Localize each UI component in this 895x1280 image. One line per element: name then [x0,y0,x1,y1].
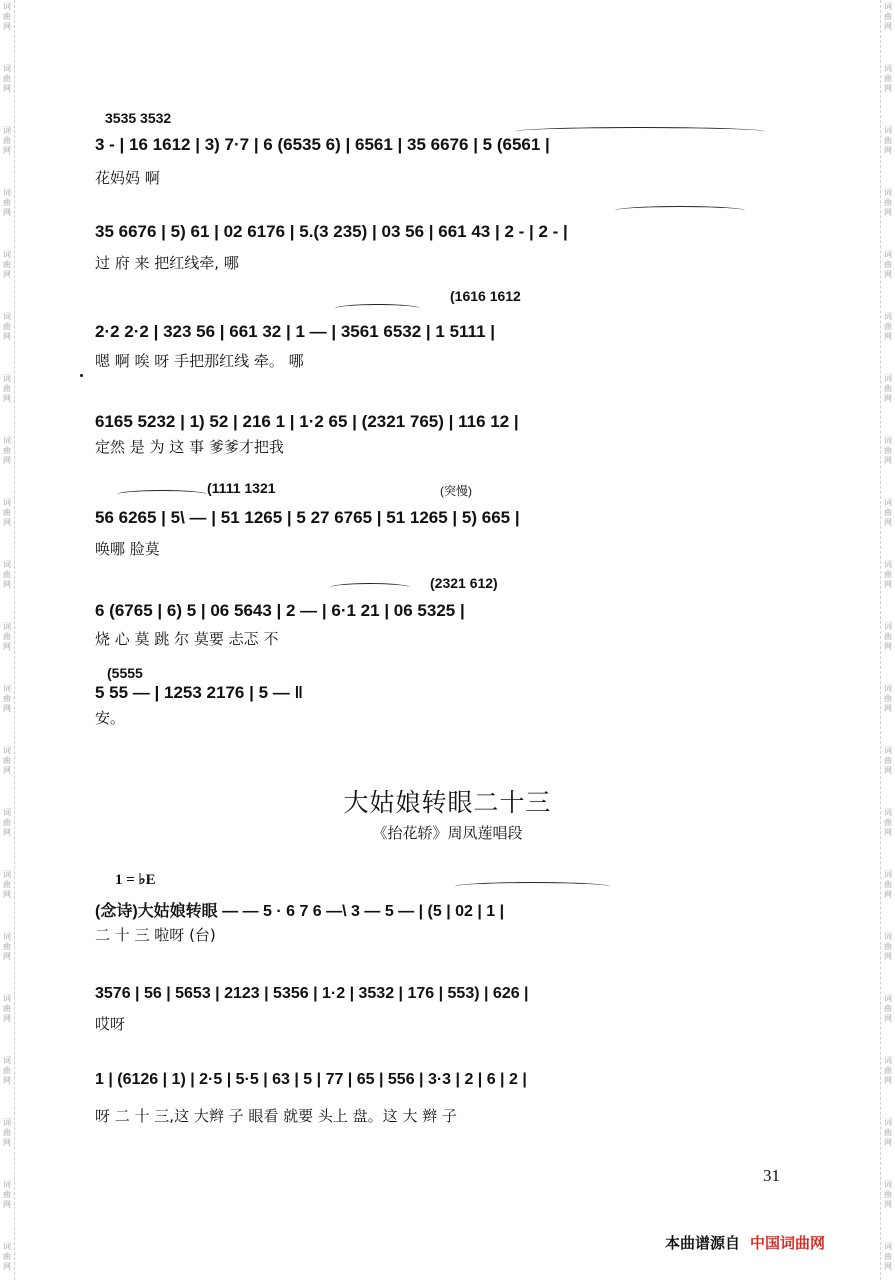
source-footer [665,1232,825,1253]
score-line-2-lyrics: 过 府 来 把红线牵, 哪 [95,254,239,272]
watermark-mark: 词曲网 [884,188,892,217]
song-line-2-notes: 3576 | 56 | 5653 | 2123 | 5356 | 1·2 | 3532 | 176 | 553) | 626 | [95,985,529,1002]
watermark-mark: 词曲网 [884,250,892,279]
watermark-mark: 词曲网 [884,312,892,341]
watermark-mark: 词曲网 [3,684,11,713]
slur [455,882,610,891]
watermark-mark: 词曲网 [3,498,11,527]
score-line-3-notes: 2·2 2·2 | 323 56 | 661 32 | 1 — | 3561 6532 | 1 5111 | [95,322,496,341]
score-line-6-above: (2321 612) [430,575,498,591]
score-line-4-notes: 6165 5232 | 1) 52 | 216 1 | 1·2 65 | (2321 765) | 116 12 | [95,412,519,431]
watermark-mark: 词曲网 [3,312,11,341]
score-line-5-tempo-mark: (突慢) [440,484,472,498]
watermark-mark: 词曲网 [3,436,11,465]
key-signature: 1 = ♭E [115,872,156,888]
score-line-4-lyrics: 定然 是 为 这 事 爹爹才把我 [95,438,284,456]
slur [515,127,765,136]
stray-dot [80,374,83,377]
score-line-7-notes: 5 55 — | 1253 2176 | 5 — ‖ [95,683,303,702]
source-label: 本曲谱源自 [665,1234,741,1252]
score-line-1-notes: 3 - | 16 1612 | 3) 7·7 | 6 (6535 6) | 6561 | 35 6676 | 5 (6561 | [95,135,550,154]
watermark-mark: 词曲网 [3,932,11,961]
score-line-6-notes: 6 (6765 | 6) 5 | 06 5643 | 2 — | 6·1 21 | 06 5325 | [95,601,465,620]
watermark-mark: 词曲网 [884,808,892,837]
watermark-mark: 词曲网 [884,126,892,155]
score-line-1-above: 3535 3532 [105,110,172,126]
score-line-5-above: (1111 1321 [207,480,276,496]
score-line-1-lyrics: 花妈妈 啊 [95,169,160,187]
watermark-mark: 词曲网 [3,1180,11,1209]
watermark-mark: 词曲网 [884,684,892,713]
watermark-mark: 词曲网 [3,746,11,775]
watermark-mark: 词曲网 [884,932,892,961]
watermark-mark: 词曲网 [3,622,11,651]
watermark-mark: 词曲网 [884,374,892,403]
watermark-mark: 词曲网 [884,746,892,775]
watermark-mark: 词曲网 [3,994,11,1023]
slur [615,206,745,215]
watermark-mark: 词曲网 [3,1056,11,1085]
watermark-mark: 词曲网 [884,64,892,93]
watermark-mark: 词曲网 [3,64,11,93]
score-line-5-lyrics: 唤哪 脸莫 [95,540,160,558]
song-line-1-notes: (念诗)大姑娘转眼 — — 5 · 6 7 6 —\ 3 — 5 — | (5 | 02 | 1 | [95,903,505,920]
watermark-mark: 词曲网 [3,250,11,279]
score-line-3-above: (1616 1612 [450,288,521,304]
watermark-mark: 词曲网 [3,126,11,155]
slur [335,304,420,313]
watermark-mark: 词曲网 [884,1118,892,1147]
watermark-mark: 词曲网 [3,1242,11,1271]
score-line-2-notes: 35 6676 | 5) 61 | 02 6176 | 5.(3 235) | 03 56 | 661 43 | 2 - | 2 - | [95,222,568,241]
watermark-mark: 词曲网 [884,1056,892,1085]
score-line-6-lyrics: 烧 心 莫 跳 尔 莫要 忐忑 不 [95,630,279,648]
watermark-mark: 词曲网 [884,2,892,31]
watermark-mark: 词曲网 [884,870,892,899]
watermark-mark: 词曲网 [884,498,892,527]
score-line-3-lyrics: 嗯 啊 唉 呀 手把那红线 牵。 哪 [95,352,304,370]
song-title: 大姑娘转眼二十三 [343,788,552,817]
slur [330,583,410,592]
watermark-mark: 词曲网 [884,622,892,651]
song-line-2-lyrics: 哎呀 [95,1015,126,1033]
watermark-mark: 词曲网 [884,560,892,589]
source-site-link[interactable]: 中国词曲网 [750,1234,826,1252]
watermark-mark: 词曲网 [3,870,11,899]
score-line-5-notes: 56 6265 | 5\ — | 51 1265 | 5 27 6765 | 51 1265 | 5) 665 | [95,508,520,527]
watermark-mark: 词曲网 [3,374,11,403]
song-line-3-notes: 1 | (6126 | 1) | 2·5 | 5·5 | 63 | 5 | 77 | 65 | 556 | 3·3 | 2 | 6 | 2 | [95,1071,527,1088]
watermark-mark: 词曲网 [884,1180,892,1209]
watermark-mark: 词曲网 [884,994,892,1023]
watermark-mark: 词曲网 [3,2,11,31]
watermark-mark: 词曲网 [884,436,892,465]
watermark-mark: 词曲网 [3,560,11,589]
watermark-mark: 词曲网 [3,808,11,837]
song-subtitle: 《抬花轿》周凤莲唱段 [372,824,523,842]
score-line-7-above: (5555 [107,665,143,681]
page-number: 31 [763,1166,780,1185]
watermark-mark: 词曲网 [884,1242,892,1271]
watermark-mark: 词曲网 [3,1118,11,1147]
slur [117,490,207,499]
score-line-7-lyrics: 安。 [95,709,126,727]
song-line-1-lyrics: 二 十 三 啦呀 (台) [95,926,216,944]
watermark-mark: 词曲网 [3,188,11,217]
song-line-3-lyrics: 呀 二 十 三,这 大辫 子 眼看 就要 头上 盘。这 大 辫 子 [95,1107,457,1125]
